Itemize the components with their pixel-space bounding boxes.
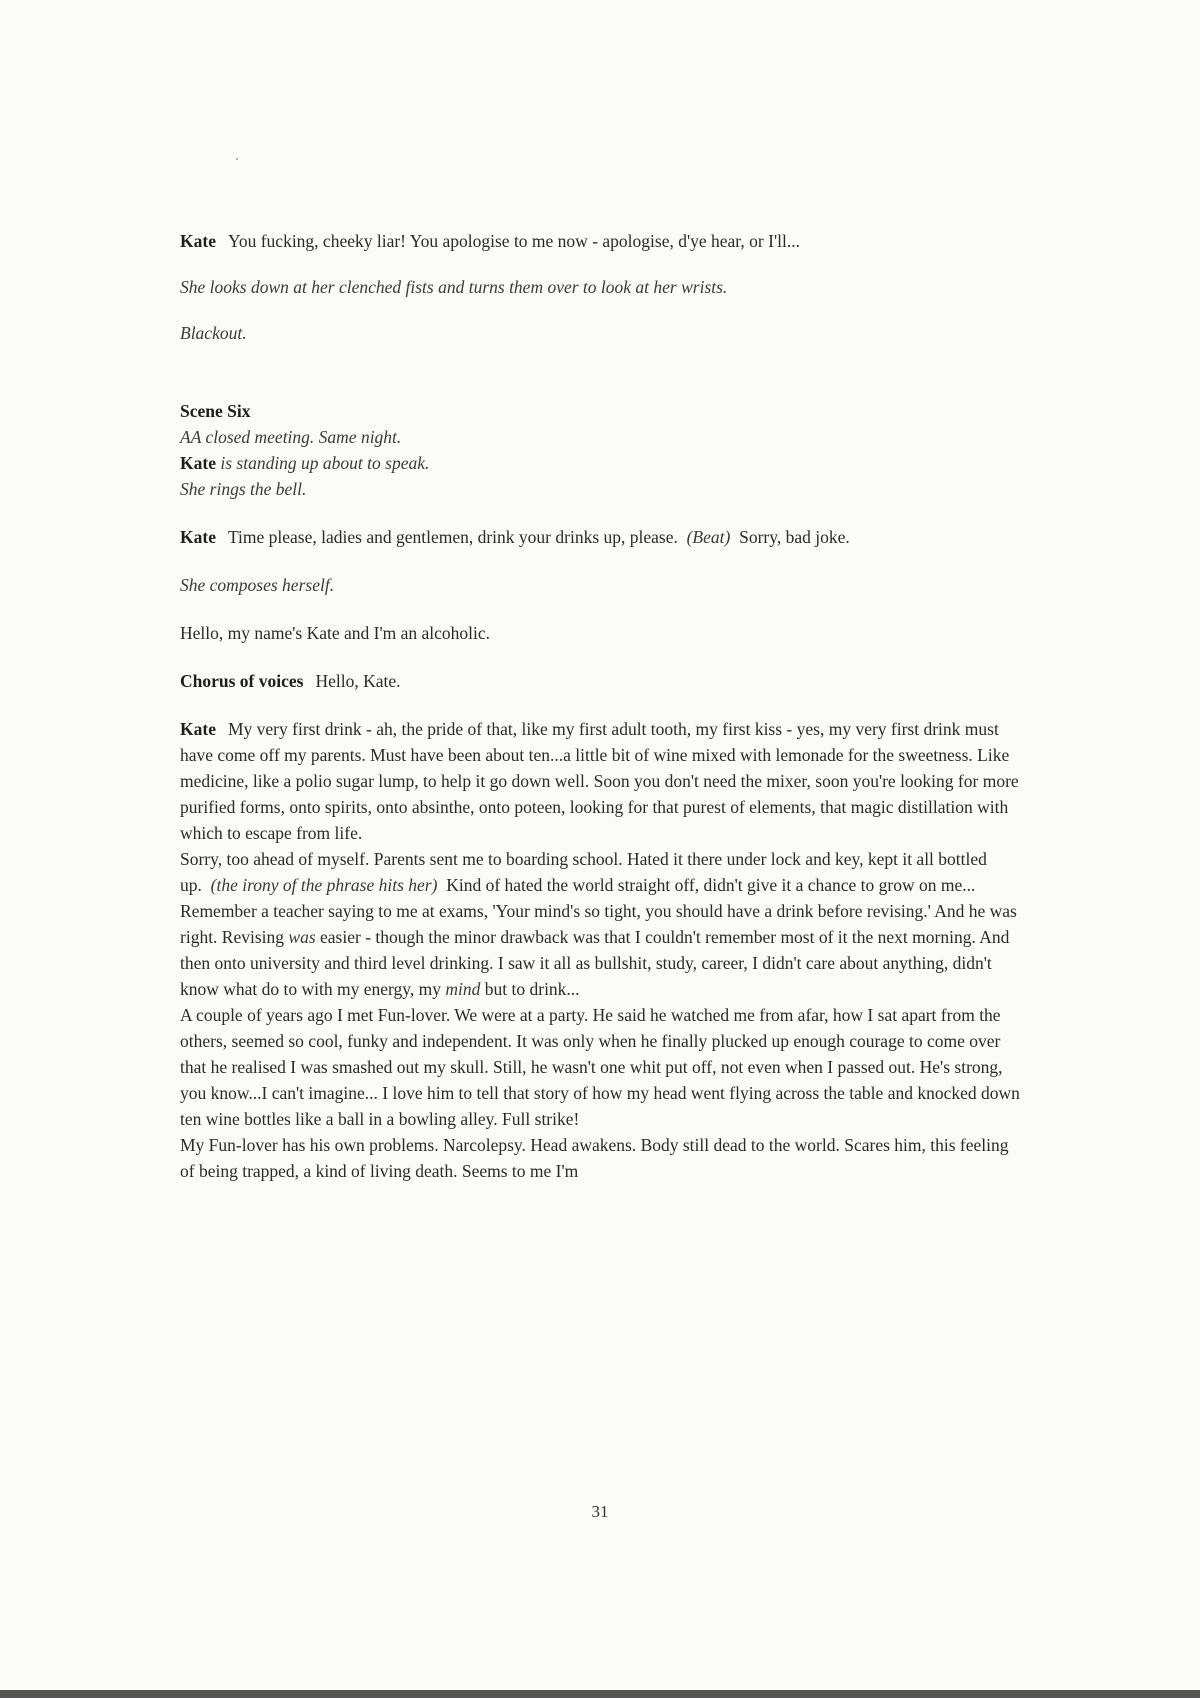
stage-direction-composes: She composes herself.: [180, 575, 335, 595]
rings-bell-direction: She rings the bell.: [180, 479, 307, 499]
scene-title: Scene Six: [180, 401, 251, 421]
beat-direction: (Beat): [686, 527, 731, 547]
paragraph-text: My very first drink - ah, the pride of that, like my first adult tooth, my first kiss - yes, my very first drink must have come off my parents. Must have been about ten...a little bit of wine mixed with lemonade for the sweetness. Like medicine, like a polio sugar lump, to help it go down well. Soon you don't need the mixer, soon you're looking for more purified forms, onto spirits, onto absinthe, onto poteen, looking for that purest of elements, that magic distillation with which to escape from life.: [180, 719, 1019, 843]
kate-line-hello: Hello, my name's Kate and I'm an alcoholic.: [180, 623, 491, 643]
paragraph-text: Kind of hated the world straight off, didn't give it a chance to grow on me... Remember a teacher saying to me at exams, 'Your mind's so tight, you should have a drink before revising.' And he was right. Revising: [180, 875, 1017, 947]
character-name: Kate: [180, 453, 216, 473]
emphasis-mind: mind: [445, 979, 481, 999]
monologue-paragraph-2: [180, 846, 1025, 1002]
scene-setting: AA closed meeting. Same night.: [180, 427, 402, 447]
speaker-name: Chorus of voices: [180, 671, 304, 691]
scan-edge: [0, 1690, 1200, 1698]
paragraph-text: but to drink...: [484, 979, 580, 999]
monologue-paragraph-3: A couple of years ago I met Fun-lover. We were at a party. He said he watched me from afar, how I sat apart from the others, seemed so cool, funky and independent. It was only when he finally plucked up enough courage to come over that he realised I was smashed out my skull. Still, he wasn't one whit put off, not even when I passed out. He's strong, you know...I can't imagine... I love him to tell that story of how my head went flying across the table and knocked down ten wine bottles like a ball in a bowling alley. Full strike!: [180, 1005, 1020, 1129]
chorus-line: [180, 668, 1025, 694]
paragraph-text: Sorry, too ahead of myself. Parents sent me to boarding school. Hated it there under lock and key, kept it all bottled up.: [180, 849, 987, 895]
kate-standing-direction: [180, 450, 1025, 476]
kate-line-apologise: [180, 228, 1025, 254]
scene-header: [180, 398, 1025, 502]
paragraph-text: easier - though the minor drawback was that I couldn't remember most of it the next morning. And then onto university and third level drinking. I saw it all as bullshit, study, career, I didn't care about anything, didn't know what do to with my energy, my: [180, 927, 1010, 999]
line-text: You fucking, cheeky liar! You apologise to me now - apologise, d'ye hear, or I'll...: [227, 231, 800, 251]
standing-text: is standing up about to speak.: [220, 453, 430, 473]
line-text: Hello, Kate.: [315, 671, 401, 691]
kate-monologue: [180, 716, 1025, 1184]
speaker-name: Kate: [180, 719, 216, 739]
line-text-sorry: Sorry, bad joke.: [739, 527, 850, 547]
kate-line-time-please: [180, 524, 1025, 550]
monologue-paragraph-1: [180, 716, 1025, 846]
page-content: [180, 228, 1025, 1184]
speaker-name: Kate: [180, 231, 216, 251]
speaker-name: Kate: [180, 527, 216, 547]
line-text: Time please, ladies and gentlemen, drink your drinks up, please.: [227, 527, 678, 547]
scan-speck: [236, 158, 238, 160]
emphasis-was: was: [288, 927, 316, 947]
monologue-paragraph-4: My Fun-lover has his own problems. Narcolepsy. Head awakens. Body still dead to the world. Scares him, this feeling of being trapped, a kind of living death. Seems to me I'm: [180, 1135, 1009, 1181]
stage-direction-irony: (the irony of the phrase hits her): [210, 875, 438, 895]
stage-direction-blackout: Blackout.: [180, 323, 247, 343]
page-number: 31: [591, 1502, 609, 1521]
stage-direction-fists: She looks down at her clenched fists and turns them over to look at her wrists.: [180, 277, 728, 297]
